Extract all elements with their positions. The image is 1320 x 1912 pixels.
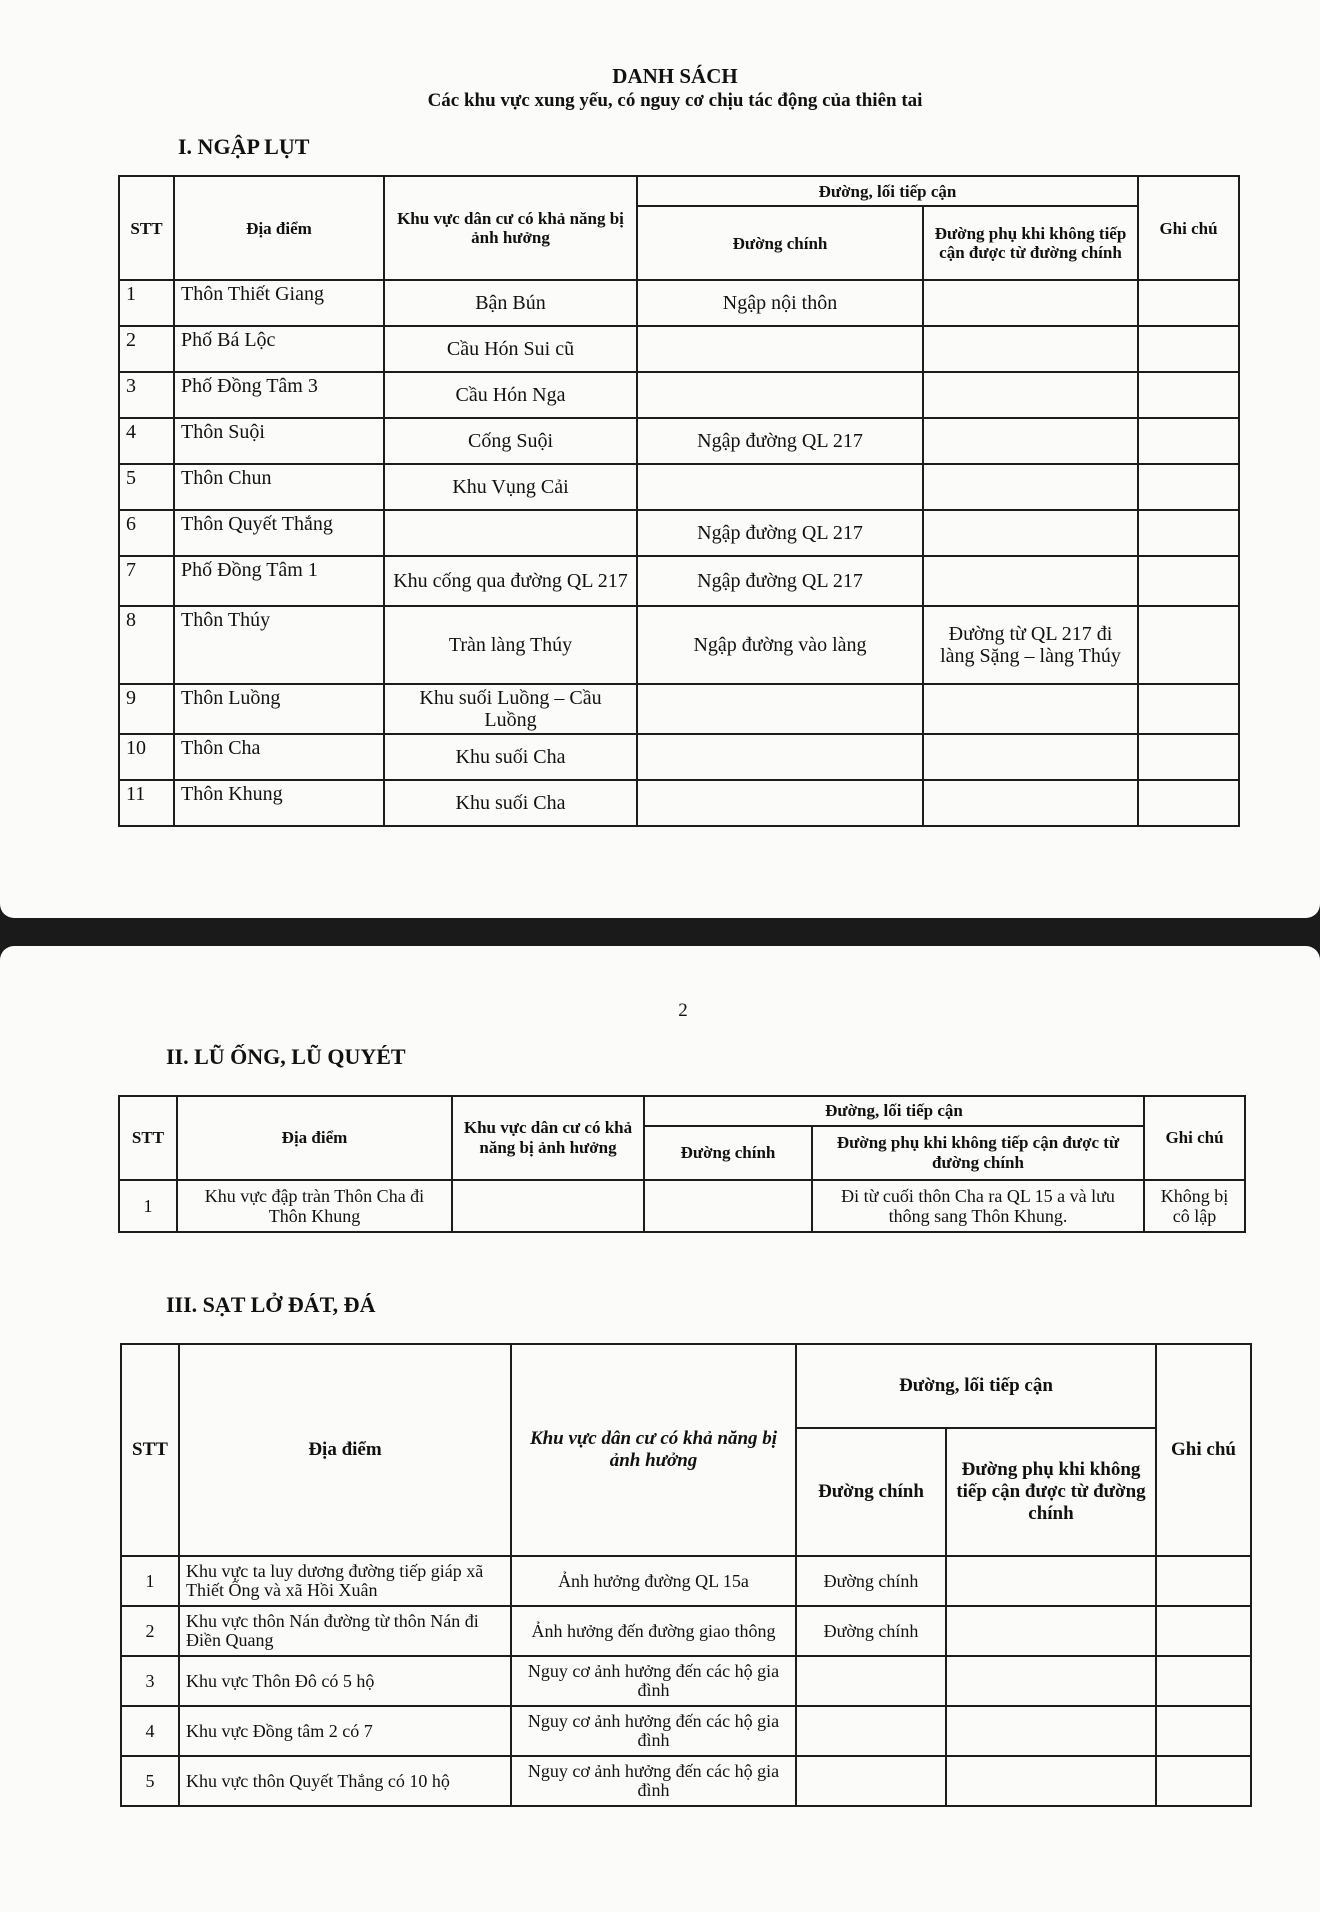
cell-alt-road [923,326,1138,372]
cell-main-road [796,1706,946,1756]
flooding-table-body [119,280,1239,826]
cell-alt-road [923,510,1138,556]
cell-location: Thôn Thiết Giang [174,280,384,326]
cell-alt-road: Đi từ cuối thôn Cha ra QL 15 a và lưu thông sang Thôn Khung. [812,1180,1144,1232]
cell-notes: Không bị cô lập [1144,1180,1245,1232]
section-heading-flash-flood: II. LŨ ỐNG, LŨ QUYÉT [166,1044,406,1069]
cell-main-road: Đường chính [796,1556,946,1606]
cell-stt: 10 [119,734,174,780]
table-row [121,1606,1251,1656]
cell-notes [1138,372,1239,418]
flash-flood-table [118,1095,1246,1233]
cell-stt: 4 [121,1706,179,1756]
header-location: Địa điểm [174,176,384,280]
table-row [121,1756,1251,1806]
cell-alt-road [923,280,1138,326]
cell-main-road: Ngập nội thôn [637,280,923,326]
cell-affected-area: Khu cống qua đường QL 217 [384,556,637,606]
cell-location: Khu vực thôn Quyết Thắng có 10 hộ [179,1756,511,1806]
header-affected-area: Khu vực dân cư có khả năng bị ảnh hưởng [511,1344,796,1556]
header-main-road: Đường chính [796,1428,946,1556]
cell-alt-road [923,418,1138,464]
cell-alt-road [946,1656,1156,1706]
cell-affected-area [384,510,637,556]
cell-notes [1156,1756,1251,1806]
cell-location: Phố Đồng Tâm 1 [174,556,384,606]
header-main-road: Đường chính [644,1126,812,1180]
document-page-2 [0,946,1320,1912]
cell-stt: 6 [119,510,174,556]
table-row [119,606,1239,684]
table-row [119,556,1239,606]
cell-affected-area [452,1180,644,1232]
cell-location: Thôn Suội [174,418,384,464]
cell-affected-area: Cầu Hón Sui cũ [384,326,637,372]
table-row [121,1656,1251,1706]
cell-main-road [637,780,923,826]
cell-notes [1156,1556,1251,1606]
cell-stt: 5 [119,464,174,510]
cell-notes [1156,1656,1251,1706]
cell-main-road [796,1756,946,1806]
table-row [119,326,1239,372]
header-location: Địa điểm [179,1344,511,1556]
cell-notes [1138,418,1239,464]
table-row [119,734,1239,780]
cell-notes [1138,684,1239,734]
header-stt: STT [119,1096,177,1180]
flooding-table [118,175,1240,827]
cell-affected-area: Khu suối Luồng – Cầu Luồng [384,684,637,734]
cell-stt: 11 [119,780,174,826]
cell-location: Thôn Quyết Thắng [174,510,384,556]
cell-location: Thôn Chun [174,464,384,510]
cell-location: Thôn Cha [174,734,384,780]
cell-affected-area: Ảnh hưởng đến đường giao thông [511,1606,796,1656]
cell-notes [1138,556,1239,606]
section-heading-flooding: I. NGẬP LỤT [178,134,310,159]
cell-main-road: Đường chính [796,1606,946,1656]
header-access-route: Đường, lối tiếp cận [637,176,1138,206]
cell-notes [1138,464,1239,510]
cell-location: Thôn Luồng [174,684,384,734]
section-heading-landslide: III. SẠT LỞ ĐÁT, ĐÁ [166,1292,376,1317]
header-stt: STT [119,176,174,280]
header-alt-road: Đường phụ khi không tiếp cận được từ đường chính [812,1126,1144,1180]
header-notes: Ghi chú [1156,1344,1251,1556]
cell-main-road: Ngập đường QL 217 [637,510,923,556]
cell-notes [1138,606,1239,684]
cell-location: Khu vực ta luy dương đường tiếp giáp xã Thiết Ống và xã Hồi Xuân [179,1556,511,1606]
document-title: DANH SÁCH [612,64,738,88]
cell-location: Thôn Khung [174,780,384,826]
cell-stt: 1 [119,1180,177,1232]
cell-affected-area: Nguy cơ ảnh hưởng đến các hộ gia đình [511,1756,796,1806]
cell-notes [1156,1706,1251,1756]
header-stt: STT [121,1344,179,1556]
cell-stt: 1 [121,1556,179,1606]
cell-stt: 1 [119,280,174,326]
document-subtitle: Các khu vực xung yếu, có nguy cơ chịu tác động của thiên tai [427,90,923,111]
cell-main-road: Ngập đường QL 217 [637,556,923,606]
cell-stt: 7 [119,556,174,606]
cell-alt-road [923,780,1138,826]
header-affected-area: Khu vực dân cư có khả năng bị ảnh hưởng [384,176,637,280]
cell-notes [1138,280,1239,326]
cell-stt: 3 [119,372,174,418]
page-number: 2 [678,1000,688,1021]
header-access-route: Đường, lối tiếp cận [644,1096,1144,1126]
header-notes: Ghi chú [1144,1096,1245,1180]
cell-affected-area: Khu suối Cha [384,734,637,780]
cell-alt-road [946,1756,1156,1806]
cell-alt-road [946,1606,1156,1656]
cell-affected-area: Bận Bún [384,280,637,326]
cell-stt: 8 [119,606,174,684]
cell-location: Thôn Thúy [174,606,384,684]
cell-notes [1156,1606,1251,1656]
cell-location: Phố Bá Lộc [174,326,384,372]
table-row [119,510,1239,556]
cell-alt-road [923,464,1138,510]
cell-alt-road [923,734,1138,780]
header-alt-road: Đường phụ khi không tiếp cận được từ đường chính [946,1428,1156,1556]
cell-notes [1138,510,1239,556]
cell-main-road [637,684,923,734]
table-row [119,780,1239,826]
cell-location: Khu vực thôn Nán đường từ thôn Nán đi Điền Quang [179,1606,511,1656]
cell-main-road [637,464,923,510]
cell-alt-road: Đường từ QL 217 đi làng Sặng – làng Thúy [923,606,1138,684]
cell-notes [1138,780,1239,826]
header-access-route: Đường, lối tiếp cận [796,1344,1156,1428]
cell-alt-road [946,1706,1156,1756]
cell-stt: 5 [121,1756,179,1806]
header-location: Địa điểm [177,1096,452,1180]
cell-affected-area: Nguy cơ ảnh hưởng đến các hộ gia đình [511,1656,796,1706]
table-row [119,280,1239,326]
cell-main-road [796,1656,946,1706]
table-row [119,1180,1245,1232]
cell-alt-road [923,372,1138,418]
cell-affected-area: Tràn làng Thúy [384,606,637,684]
cell-main-road [637,326,923,372]
cell-alt-road [923,556,1138,606]
document-page-1 [0,0,1320,918]
cell-notes [1138,734,1239,780]
cell-alt-road [923,684,1138,734]
cell-main-road [644,1180,812,1232]
table-row [119,372,1239,418]
cell-affected-area: Cống Suội [384,418,637,464]
header-alt-road: Đường phụ khi không tiếp cận được từ đường chính [923,206,1138,280]
cell-stt: 2 [119,326,174,372]
table-row [119,464,1239,510]
header-main-road: Đường chính [637,206,923,280]
cell-location: Phố Đồng Tâm 3 [174,372,384,418]
cell-stt: 2 [121,1606,179,1656]
cell-affected-area: Cầu Hón Nga [384,372,637,418]
header-affected-area: Khu vực dân cư có khả năng bị ảnh hưởng [452,1096,644,1180]
cell-affected-area: Khu Vụng Cải [384,464,637,510]
cell-location: Khu vực Thôn Đô có 5 hộ [179,1656,511,1706]
table-row [119,684,1239,734]
cell-main-road [637,734,923,780]
cell-affected-area: Khu suối Cha [384,780,637,826]
cell-stt: 3 [121,1656,179,1706]
cell-location: Khu vực đập tràn Thôn Cha đi Thôn Khung [177,1180,452,1232]
table-row [121,1706,1251,1756]
table-row [119,418,1239,464]
table-row [121,1556,1251,1606]
header-notes: Ghi chú [1138,176,1239,280]
cell-affected-area: Ảnh hưởng đường QL 15a [511,1556,796,1606]
cell-main-road: Ngập đường vào làng [637,606,923,684]
cell-stt: 4 [119,418,174,464]
cell-affected-area: Nguy cơ ảnh hưởng đến các hộ gia đình [511,1706,796,1756]
cell-stt: 9 [119,684,174,734]
cell-alt-road [946,1556,1156,1606]
landslide-table [120,1343,1252,1807]
cell-location: Khu vực Đồng tâm 2 có 7 [179,1706,511,1756]
cell-main-road [637,372,923,418]
cell-main-road: Ngập đường QL 217 [637,418,923,464]
cell-notes [1138,326,1239,372]
